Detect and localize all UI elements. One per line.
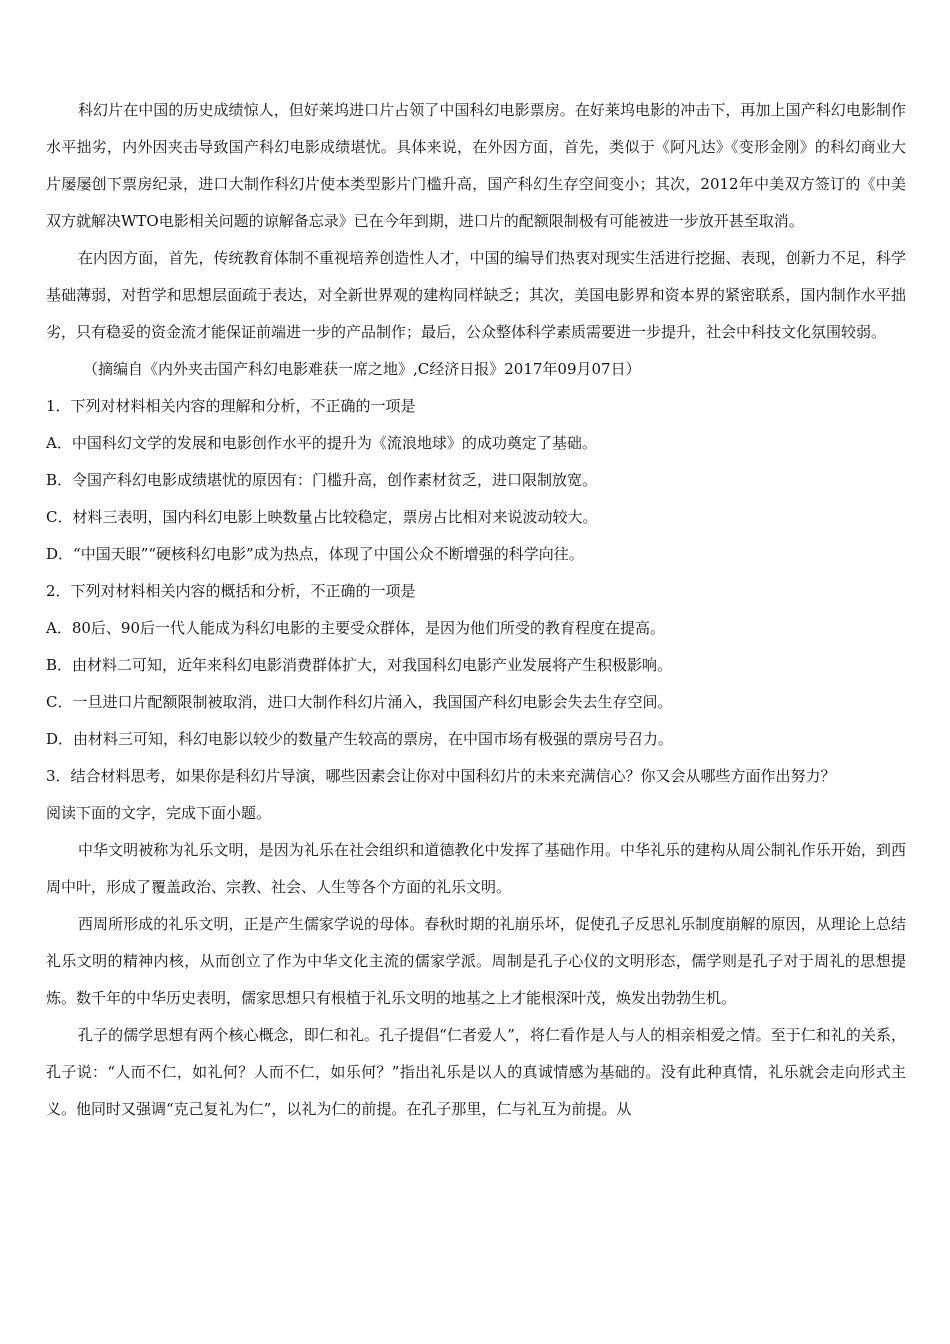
source-note: （摘编自《内外夹击国产科幻电影难获一席之地》,C经济日报》2017年09月07日） — [83, 360, 641, 378]
question-2-option-c: C．一旦进口片配额限制被取消，进口大制作科幻片涌入，我国国产科幻电影会失去生存空间。 — [46, 693, 673, 711]
question-3: 3．结合材料思考，如果你是科幻片导演，哪些因素会让你对中国科幻片的未来充满信心？你又会从哪些方面作出努力？ — [46, 767, 836, 785]
paragraph-internal-causes: 在内因方面，首先，传统教育体制不重视培养创造性人才，中国的编导们热衷对现实生活进行挖掘、表现，创新力不足，科学基础薄弱，对哲学和思想层面疏于表达，对全新世界观的建构同样缺乏；其次，美国电影界和资本界的紧密联系，国内制作水平拙劣，只有稳妥的资金流才能保证前端进一步的产品制作；最后，公众整体科学素质需要进一步提升，社会中科技文化氛围较弱。 — [46, 249, 906, 341]
paragraph-ritual-civilization: 中华文明被称为礼乐文明，是因为礼乐在社会组织和道德教化中发挥了基础作用。中华礼乐的建构从周公制礼作乐开始，到西周中叶，形成了覆盖政治、宗教、社会、人生等各个方面的礼乐文明。 — [46, 841, 906, 896]
question-1-option-a: A．中国科幻文学的发展和电影创作水平的提升为《流浪地球》的成功奠定了基础。 — [46, 434, 597, 452]
paragraph-film-history: 科幻片在中国的历史成绩惊人，但好莱坞进口片占领了中国科幻电影票房。在好莱坞电影的冲击下，再加上国产科幻电影制作水平拙劣，内外因夹击导致国产科幻电影成绩堪忧。具体来说，在外因方面，首先，类似于《阿凡达》《变形金刚》的科幻商业大片屡屡创下票房纪录，进口大制作科幻片使本类型影片门槛升高，国产科幻生存空间变小；其次，2012年中美双方签订的《中美双方就解决WTO电影相关问题的谅解备忘录》已在今年到期，进口片的配额限制极有可能被进一步放开甚至取消。 — [46, 101, 906, 230]
question-2-stem: 2．下列对材料相关内容的概括和分析，不正确的一项是 — [46, 582, 416, 600]
question-2-option-b: B．由材料二可知，近年来科幻电影消费群体扩大，对我国科幻电影产业发展将产生积极影响。 — [46, 656, 673, 674]
question-1-option-c: C．材料三表明，国内科幻电影上映数量占比较稳定，票房占比相对来说波动较大。 — [46, 508, 598, 526]
question-2-option-d: D．由材料三可知，科幻电影以较少的数量产生较高的票房，在中国市场有极强的票房号召力。 — [46, 730, 674, 748]
question-1-stem: 1．下列对材料相关内容的理解和分析，不正确的一项是 — [46, 397, 416, 415]
section-intro: 阅读下面的文字，完成下面小题。 — [46, 804, 272, 822]
paragraph-ren-and-li: 孔子的儒学思想有两个核心概念，即仁和礼。孔子提倡“仁者爱人”，将仁看作是人与人的相亲相爱之情。至于仁和礼的关系，孔子说：“人而不仁，如礼何？人而不仁，如乐何？”指出礼乐是以人的真诚情感为基础的。没有此种真情，礼乐就会走向形式主义。他同时又强调“克己复礼为仁”，以礼为仁的前提。在孔子那里，仁与礼互为前提。从 — [46, 1026, 906, 1118]
paragraph-confucian-origin: 西周所形成的礼乐文明，正是产生儒家学说的母体。春秋时期的礼崩乐坏，促使孔子反思礼乐制度崩解的原因，从理论上总结礼乐文明的精神内核，从而创立了作为中华文化主流的儒家学派。周制是孔子心仪的文明形态，儒学则是孔子对于周礼的思想提炼。数千年的中华历史表明，儒家思想只有根植于礼乐文明的地基之上才能根深叶茂，焕发出勃勃生机。 — [46, 915, 906, 1007]
document-page — [46, 92, 906, 1128]
question-1-option-b: B．令国产科幻电影成绩堪忧的原因有：门槛升高，创作素材贫乏，进口限制放宽。 — [46, 471, 598, 489]
question-1-option-d: D．“中国天眼”“硬核科幻电影”成为热点，体现了中国公众不断增强的科学向往。 — [46, 545, 584, 563]
question-2-option-a: A．80后、90后一代人能成为科幻电影的主要受众群体，是因为他们所受的教育程度在提高。 — [46, 619, 666, 637]
